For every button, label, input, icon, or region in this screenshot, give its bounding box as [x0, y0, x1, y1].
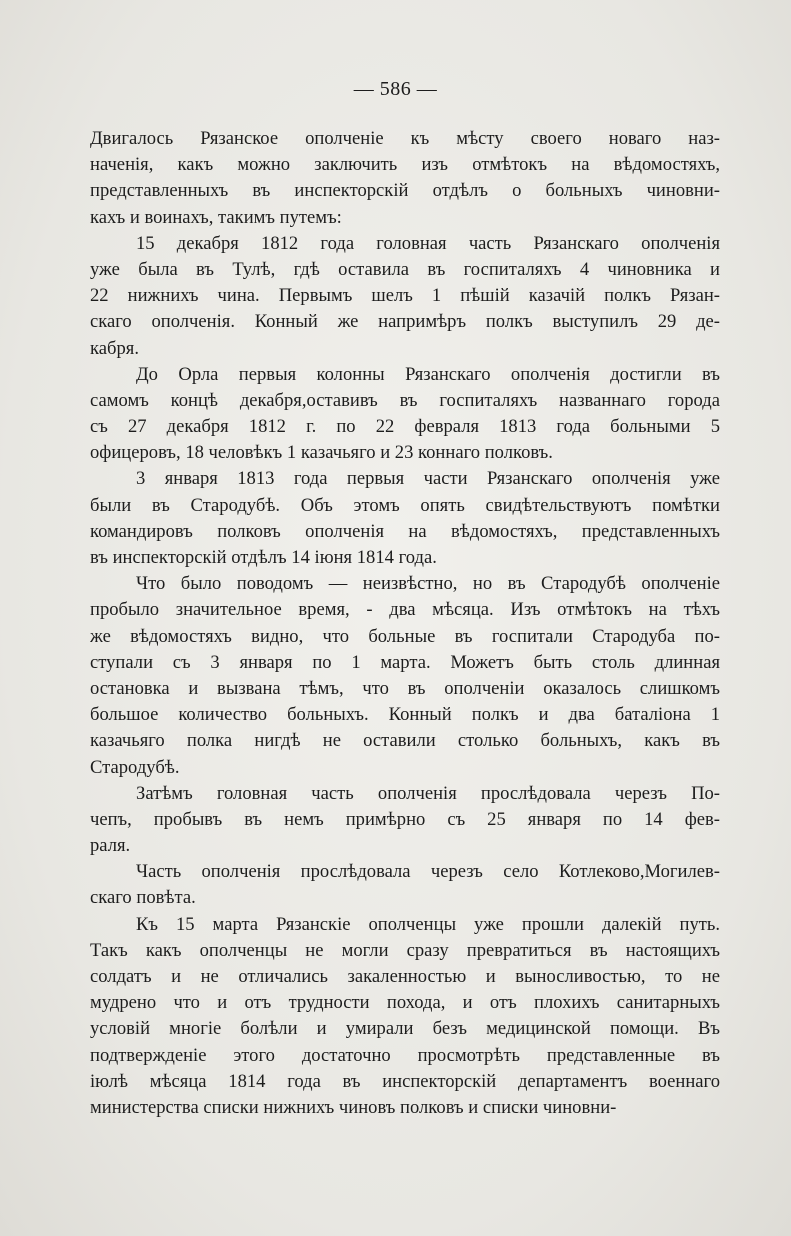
text-line: Затѣмъ головная часть ополченія прослѣдовала черезъ По- [136, 782, 720, 804]
text-line: пробыло значительное время, - два мѣсяца. Изъ отмѣтокъ на тѣхъ [90, 599, 720, 621]
text-line: раля. [90, 835, 131, 857]
text-line: До Орла первыя колонны Рязанскаго ополченія достигли въ [136, 363, 720, 385]
text-line: условій многіе болѣли и умирали безъ медицинской помощи. Въ [90, 1018, 720, 1040]
paragraph [90, 781, 720, 860]
text-line: кахъ и воинахъ, такимъ путемъ: [90, 206, 342, 228]
text-line: казачьяго полка нигдѣ не оставили столько больныхъ, какъ въ [90, 730, 720, 752]
body-text [90, 126, 720, 1121]
page-number: — 586 — [353, 78, 438, 100]
text-line: въ инспекторскій отдѣлъ 14 іюня 1814 года. [90, 547, 437, 568]
text-line: же вѣдомостяхъ видно, что больные въ госпитали Стародуба по- [90, 625, 720, 647]
text-line: уже была въ Тулѣ, гдѣ оставила въ госпиталяхъ 4 чиновника и [90, 258, 720, 280]
paragraph [90, 912, 720, 1122]
text-line: Такъ какъ ополченцы не могли сразу превратиться въ настоящихъ [90, 939, 720, 961]
paragraph [90, 362, 720, 467]
paragraph [90, 859, 720, 911]
text-line: Двигалось Рязанское ополченіе къ мѣсту своего новаго наз- [90, 128, 720, 149]
text-line: Что было поводомъ — неизвѣстно, но въ Стародубѣ ополченіе [136, 573, 720, 595]
text-line: самомъ концѣ декабря,оставивъ въ госпиталяхъ названнаго города [90, 389, 720, 411]
text-line: 15 декабря 1812 года головная часть Рязанскаго ополченія [136, 232, 720, 254]
paragraph [90, 126, 720, 231]
text-line: кабря. [90, 337, 139, 359]
paragraph [90, 466, 720, 571]
text-line: 22 нижнихъ чина. Первымъ шелъ 1 пѣшій казачій полкъ Рязан- [90, 285, 720, 307]
text-line: наченія, какъ можно заключить изъ отмѣтокъ на вѣдомостяхъ, [90, 154, 720, 176]
text-line: подтвержденіе этого достаточно просмотрѣть представленные въ [90, 1044, 720, 1066]
text-line: остановка и вызвана тѣмъ, что въ ополченіи оказалось слишкомъ [90, 677, 720, 699]
text-line: большое количество больныхъ. Конный полкъ и два баталіона 1 [90, 704, 720, 726]
text-line: командировъ полковъ ополченія на вѣдомостяхъ, представленныхъ [90, 520, 720, 542]
text-line: офицеровъ, 18 человѣкъ 1 казачьяго и 23 коннаго полковъ. [90, 442, 553, 464]
text-line: съ 27 декабря 1812 г. по 22 февраля 1813 года больными 5 [90, 416, 720, 438]
text-line: Стародубѣ. [90, 756, 180, 778]
text-line: Часть ополченія прослѣдовала черезъ село Котлеково,Могилев- [136, 861, 720, 883]
text-line: іюлѣ мѣсяца 1814 года въ инспекторскій департаментъ военнаго [90, 1070, 720, 1092]
text-line: министерства списки нижнихъ чиновъ полковъ и списки чиновни- [90, 1096, 617, 1118]
text-line: 3 января 1813 года первыя части Рязанскаго ополченія уже [136, 468, 720, 490]
paragraph [90, 231, 720, 362]
text-line: были въ Стародубѣ. Объ этомъ опять свидѣтельствуютъ помѣтки [90, 494, 720, 516]
text-line: ступали съ 3 января по 1 марта. Можетъ быть столь длинная [90, 651, 720, 673]
text-line: представленныхъ въ инспекторскій отдѣлъ о больныхъ чиновни- [90, 180, 720, 202]
text-line: скаго повѣта. [90, 887, 196, 909]
text-line: мудрено что и отъ трудности похода, и отъ плохихъ санитарныхъ [90, 992, 720, 1014]
text-line: чепъ, пробывъ въ немъ примѣрно съ 25 января по 14 фев- [90, 808, 720, 830]
paragraph [90, 571, 720, 781]
text-line: солдатъ и не отличались закаленностью и выносливостью, то не [90, 966, 720, 987]
text-line: Къ 15 марта Рязанскіе ополченцы уже прошли далекій путь. [136, 913, 720, 935]
text-line: скаго ополченія. Конный же напримѣръ полкъ выступилъ 29 де- [90, 311, 720, 333]
